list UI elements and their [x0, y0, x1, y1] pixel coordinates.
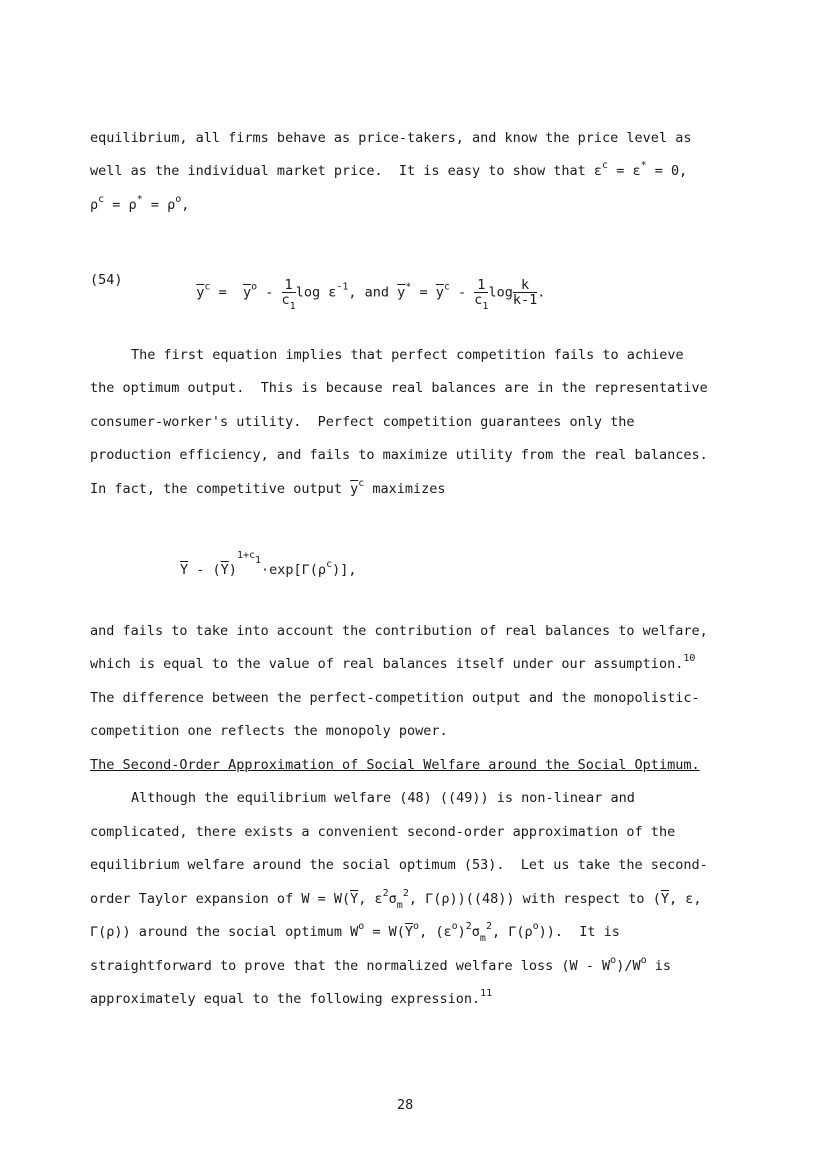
y-bar: $\overline{Y}$: [404, 924, 414, 940]
superscript: *: [640, 160, 647, 171]
paragraph-1-line-1: equilibrium, all firms behave as price-takers, and know the price level as: [90, 130, 692, 146]
equation-54-label: (54): [90, 272, 123, 288]
text: is: [646, 958, 672, 974]
paragraph-3-line-2: [90, 655, 695, 673]
y-bar: $\overline{Y}$: [180, 562, 189, 578]
superscript: *: [136, 194, 143, 205]
text: = ε: [608, 163, 641, 179]
superscript: c: [98, 194, 105, 205]
numerator: k: [513, 278, 537, 293]
section-heading: The Second-Order Approximation of Social Welfare around the Social Optimum.: [90, 757, 700, 773]
superscript: 2: [402, 888, 409, 899]
text: ρ: [90, 197, 99, 213]
superscript: c: [358, 478, 365, 489]
text: = ρ: [104, 197, 137, 213]
text: Γ(ρ)) around the social optimum W: [90, 924, 359, 940]
text: ): [228, 562, 237, 578]
numerator: 1: [474, 278, 488, 293]
text: ): [457, 924, 466, 940]
paragraph-1-line-2: [90, 162, 687, 180]
text: - (: [188, 562, 221, 578]
text: straightforward to prove that the normalized welfare loss (W - W: [90, 958, 611, 974]
text: ·exp[Γ(ρ: [261, 562, 327, 578]
text: =: [411, 284, 436, 301]
paragraph-2-line-3: consumer-worker's utility. Perfect competition guarantees only the: [90, 414, 635, 430]
y-bar: $\overline{Y}$: [660, 891, 669, 907]
text: .: [537, 284, 546, 301]
text: maximizes: [364, 481, 446, 497]
text: = ρ: [142, 197, 176, 213]
text: )/W: [616, 958, 641, 974]
paragraph-4-line-1: Although the equilibrium welfare (48) ((49)) is non-linear and: [131, 790, 635, 806]
text: σ: [471, 924, 480, 940]
equation-maximized: [180, 550, 357, 578]
superscript: o: [358, 921, 365, 932]
y-bar: $\overline{Y}$: [220, 562, 229, 578]
footnote-marker: 10: [683, 653, 696, 664]
superscript: c: [204, 281, 211, 293]
superscript: c: [602, 160, 609, 171]
superscript: c: [443, 281, 450, 293]
text: c: [281, 292, 290, 308]
superscript: o: [451, 921, 458, 932]
paragraph-2-line-5: [90, 480, 446, 498]
text: σ: [388, 891, 397, 907]
paragraph-2-line-1: The first equation implies that perfect competition fails to achieve: [131, 347, 684, 363]
superscript: o: [640, 955, 647, 966]
superscript: 2: [485, 921, 492, 932]
text: =: [210, 284, 243, 301]
fraction-2: [474, 277, 489, 312]
y-c: $\overline{y}$: [435, 284, 444, 301]
subscript: m: [396, 900, 403, 911]
paragraph-4-line-6: [90, 957, 671, 975]
text: -: [257, 284, 282, 301]
paragraph-4-line-4: [90, 888, 702, 911]
superscript: o: [610, 955, 617, 966]
page-number: 28: [397, 1097, 414, 1113]
text: , and: [348, 284, 398, 301]
paragraph-4-line-5: [90, 921, 620, 944]
text: well as the individual market price. It is easy to show that ε: [90, 163, 603, 179]
text: = W(: [364, 924, 405, 940]
text: = 0,: [646, 163, 688, 179]
denominator: k-1: [512, 292, 538, 308]
text: ,: [181, 197, 190, 213]
text: In fact, the competitive output: [90, 481, 351, 497]
paragraph-4-line-3: equilibrium welfare around the social optimum (53). Let us take the second-: [90, 857, 708, 873]
text: )). It is: [538, 924, 620, 940]
subscript: 1: [482, 301, 489, 312]
denominator: [281, 292, 296, 312]
fraction-3: [513, 278, 537, 307]
subscript: 1: [289, 301, 296, 312]
subscript: 1: [255, 555, 262, 566]
text: )],: [332, 562, 357, 578]
superscript: o: [175, 194, 182, 205]
y-bar: $\overline{Y}$: [350, 891, 359, 907]
superscript: -1: [336, 281, 349, 293]
text: which is equal to the value of real balances itself under our assumption.: [90, 656, 684, 672]
superscript: o: [413, 921, 420, 932]
y-star: $\overline{y}$: [397, 284, 406, 301]
paragraph-4-line-7: [90, 990, 492, 1008]
fraction-1: [281, 277, 296, 312]
y-c: $\overline{y}$: [350, 481, 359, 497]
text: , Γ(ρ: [491, 924, 533, 940]
text: , (ε: [419, 924, 452, 940]
text: , ε: [358, 891, 383, 907]
superscript: 2: [465, 921, 472, 932]
superscript: o: [532, 921, 539, 932]
superscript: o: [251, 281, 258, 293]
paragraph-2-line-4: production efficiency, and fails to maximize utility from the real balances.: [90, 447, 708, 463]
text: c: [474, 292, 483, 308]
text: order Taylor expansion of W = W(: [90, 891, 351, 907]
paragraph-3-line-4: competition one reflects the monopoly power.: [90, 723, 448, 739]
paragraph-3-line-3: The difference between the perfect-competition output and the monopolistic-: [90, 690, 700, 706]
text: , Γ(ρ))((48)) with respect to (: [408, 891, 661, 907]
text: log: [488, 284, 513, 301]
text: -: [449, 284, 475, 301]
paragraph-4-line-2: complicated, there exists a convenient second-order approximation of the: [90, 824, 676, 840]
paragraph-2-line-2: the optimum output. This is because real balances are in the representative: [90, 380, 708, 396]
text: 1+c: [236, 550, 255, 561]
superscript: 2: [382, 888, 389, 899]
text: , ε,: [668, 891, 702, 907]
text: approximately equal to the following expression.: [90, 991, 481, 1007]
footnote-marker: 11: [480, 988, 493, 999]
exponent: [236, 550, 262, 566]
denominator: [474, 292, 489, 312]
superscript: c: [326, 559, 333, 570]
numerator: 1: [282, 278, 296, 293]
superscript: *: [405, 281, 412, 293]
paragraph-1-line-3: [90, 196, 189, 214]
subscript: m: [479, 933, 486, 944]
text: log ε: [295, 284, 337, 301]
equation-54: [180, 262, 546, 312]
lhs: $\overline{y}$: [196, 284, 205, 301]
paragraph-3-line-1: and fails to take into account the contribution of real balances to welfare,: [90, 623, 708, 639]
y-zero: $\overline{y}$: [242, 284, 252, 301]
